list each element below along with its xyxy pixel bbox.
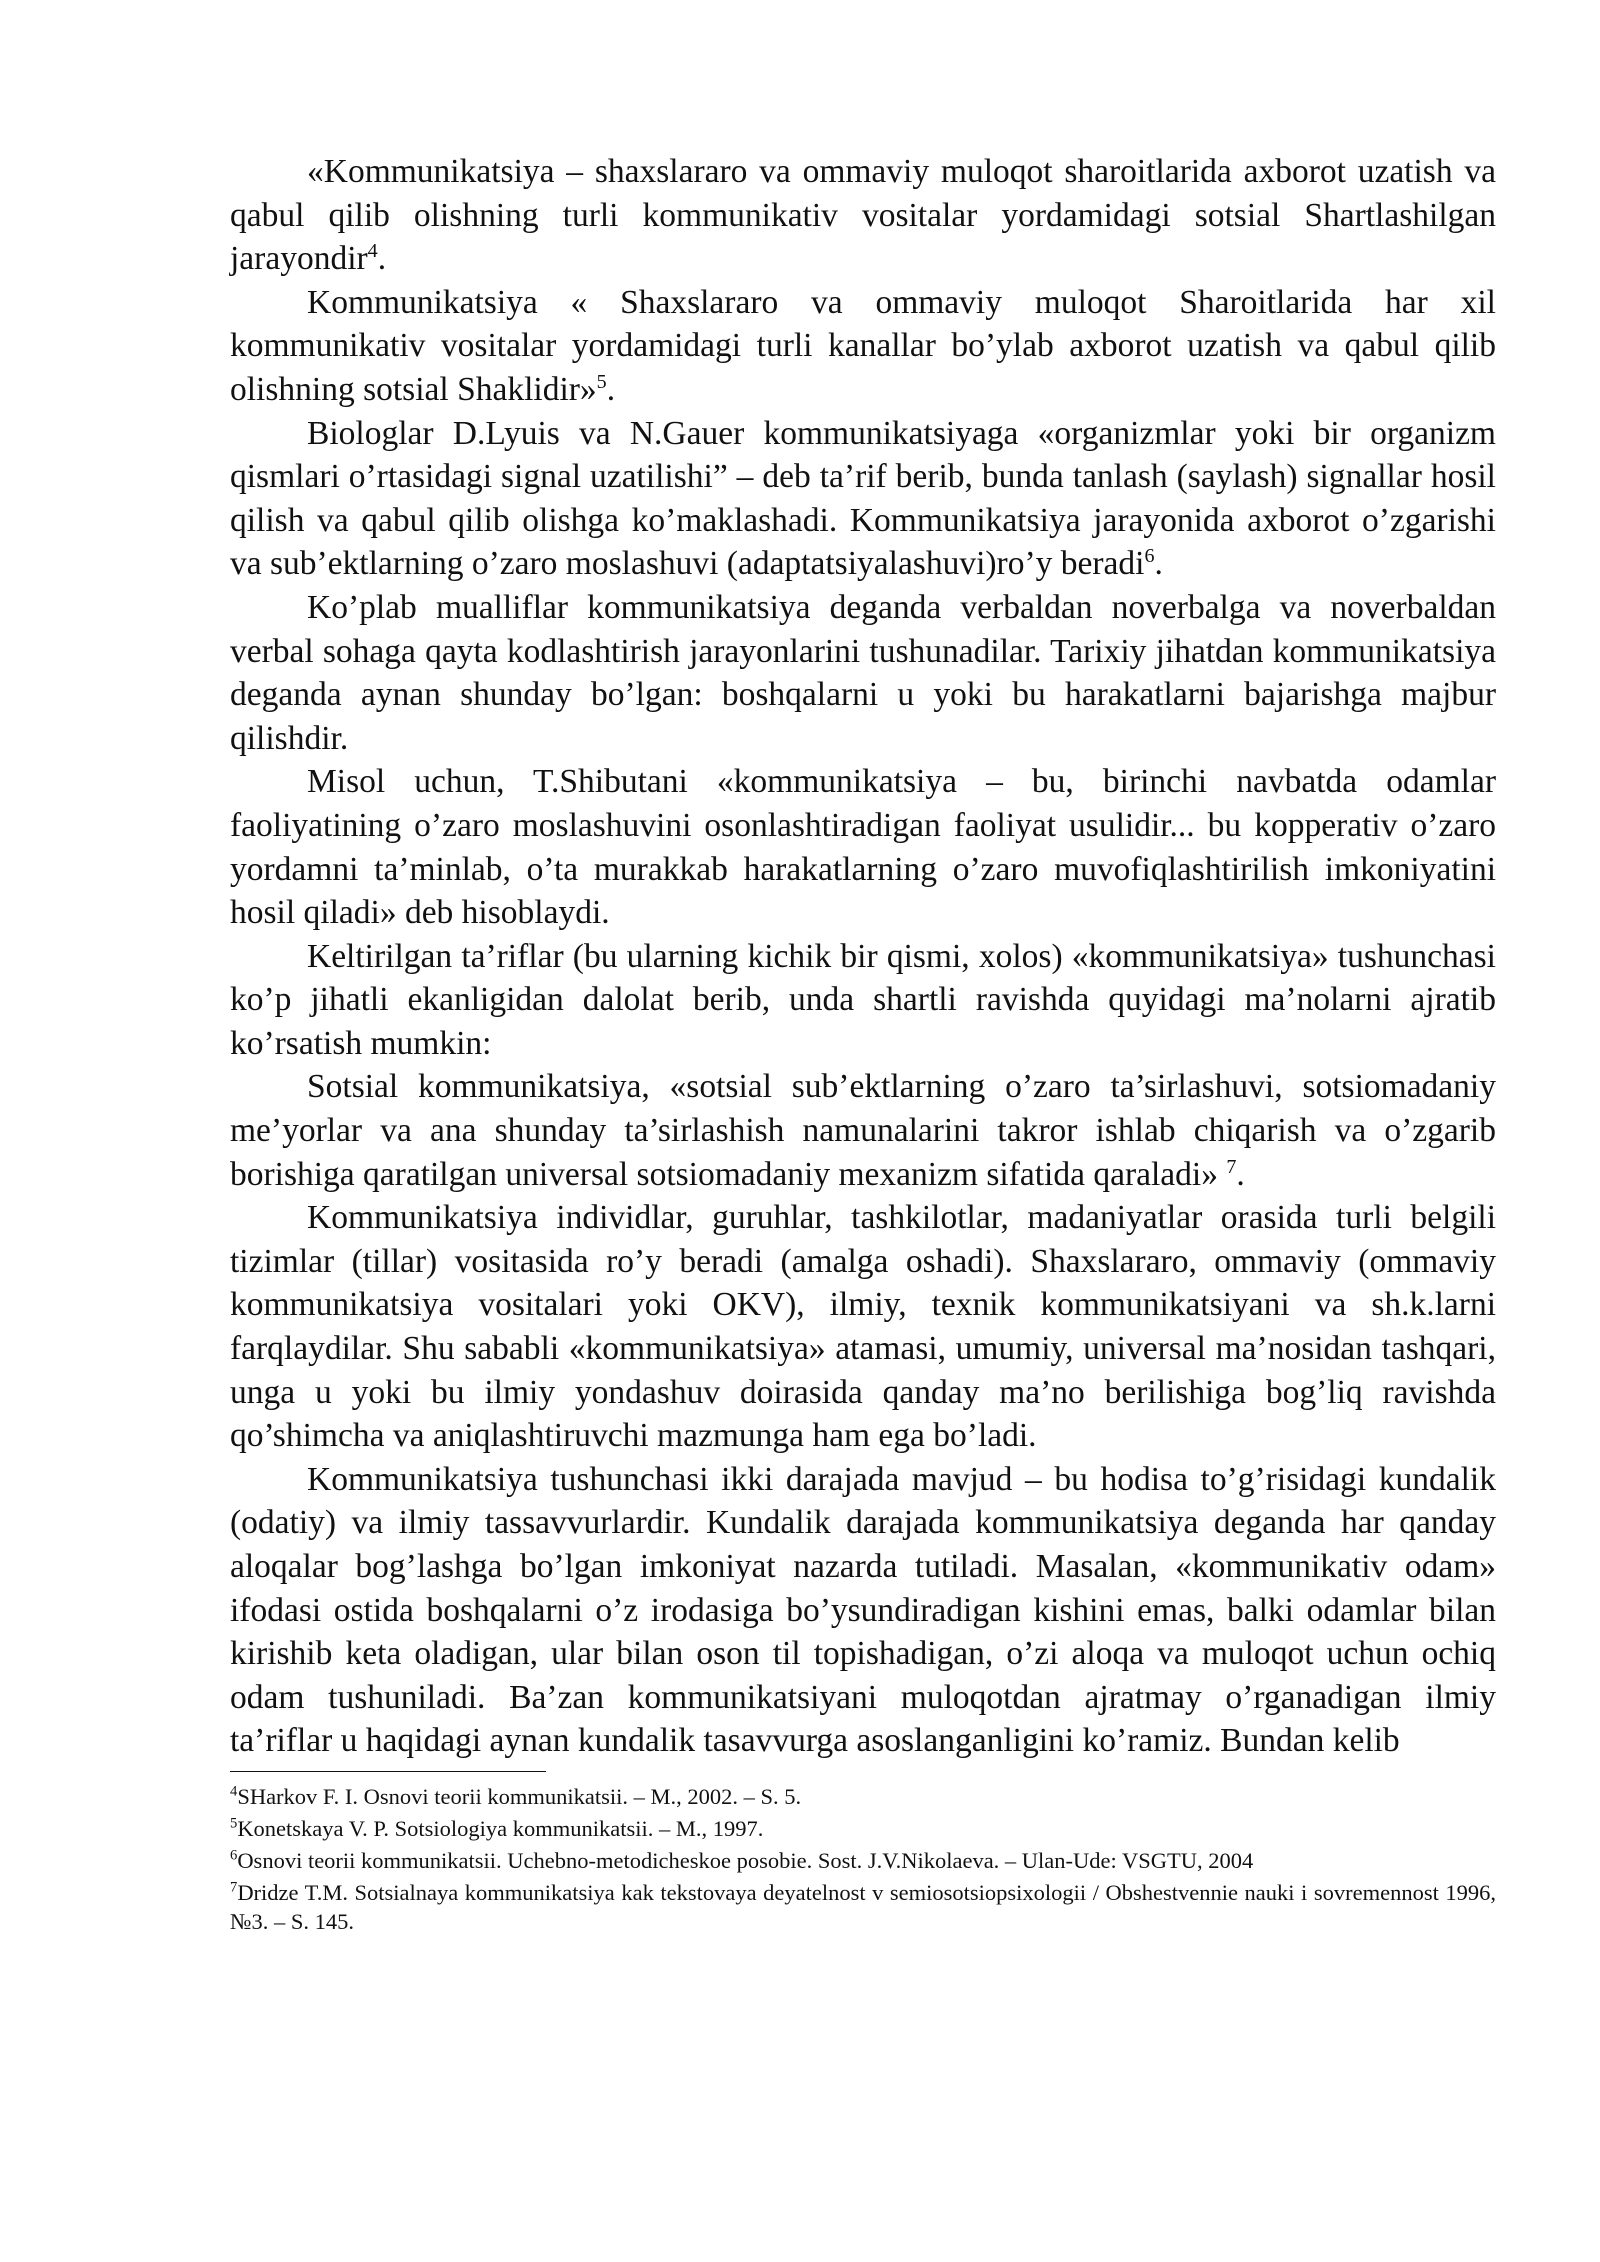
document-page bbox=[230, 150, 1496, 1939]
footnote-text: SHarkov F. I. Osnovi teorii kommunikatsii. – M., 2002. – S. 5. bbox=[237, 1783, 802, 1809]
footnote-divider bbox=[230, 1771, 546, 1772]
footnote-ref-7: 7 bbox=[1226, 1155, 1237, 1178]
footnote-number: 4 bbox=[230, 1783, 238, 1800]
footnote-number: 6 bbox=[230, 1847, 238, 1864]
footnote-text: Konetskaya V. P. Sotsiologiya kommunikatsii. – M., 1997. bbox=[237, 1815, 764, 1841]
footnote-4 bbox=[230, 1782, 1496, 1811]
body-text bbox=[230, 150, 1496, 1763]
footnote-number: 5 bbox=[230, 1815, 238, 1832]
footnote-ref-6: 6 bbox=[1144, 545, 1155, 568]
paragraph-7: Sotsial kommunikatsiya, «sotsial sub’ektlarning o’zaro ta’sirlashuvi, sotsiomadaniy me’yorlar va ana shunday ta’sirlashish namunalarini takror ishlab chiqarish va o’zgarib borishiga qaratilgan universal sotsiomadaniy mexanizm sifatida qaraladi» $^7$. bbox=[230, 1068, 1496, 1193]
paragraph-6: Keltirilgan ta’riflar (bu ularning kichik bir qismi, xolos) «kommunikatsiya» tushunchasi ko’p jihatli ekanligidan dalolat berib, unda shartli ravishda quyidagi ma’nolarni ajratib ko’rsatish mumkin: bbox=[230, 937, 1496, 1062]
paragraph-8: Kommunikatsiya individlar, guruhlar, tashkilotlar, madaniyatlar orasida turli belgili tizimlar (tillar) vositasida ro’y beradi (amalga oshadi). Shaxslararo, ommaviy (ommaviy kommunikatsiya vositalari yoki OKV), ilmiy, texnik kommunikatsiyani va sh.k.larni farqlaydilar. Shu sababli «kommunikatsiya» atamasi, umumiy, universal ma’nosidan tashqari, unga u yoki bu ilmiy yondashuv doirasida qanday ma’no berilishiga bog’liq ravishda qo’shimcha va aniqlashtiruvchi mazmunga ham ega bo’ladi. bbox=[230, 1199, 1496, 1455]
footnote-7 bbox=[230, 1878, 1496, 1936]
footnote-ref-5: 5 bbox=[596, 370, 607, 393]
footnote-5 bbox=[230, 1814, 1496, 1843]
footnote-number: 7 bbox=[230, 1879, 238, 1896]
footnotes bbox=[230, 1782, 1496, 1936]
footnote-text: Dridze T.M. Sotsialnaya kommunikatsiya kak tekstovaya deyatelnost v semiosotsiopsixologii / Obshestvennie nauki i sovremennost 1996, №3. – S. 145. bbox=[230, 1879, 1496, 1934]
paragraph-3: Biologlar D.Lyuis va N.Gauer kommunikatsiyaga «organizmlar yoki bir organizm qismlari o’rtasidagi signal uzatilishi” – deb ta’rif berib, bunda tanlash (saylash) signallar hosil qilish va qabul qilib olishga ko’maklashadi. Kommunikatsiya jarayonida axborot o’zgarishi va sub’ektlarning o’zaro moslashuvi (adaptatsiyalashuvi)ro’y beradi$^6$. bbox=[230, 414, 1496, 583]
footnote-ref-4: 4 bbox=[367, 240, 378, 263]
footnote-text: Osnovi teorii kommunikatsii. Uchebno-metodicheskoe posobie. Sost. J.V.Nikolaeva. – Ulan-Ude: VSGTU, 2004 bbox=[237, 1847, 1254, 1873]
paragraph-1: «Kommunikatsiya – shaxslararo va ommaviy muloqot sharoitlarida axborot uzatish va qabul qilib olishning turli kommunikativ vositalar yordamidagi sotsial Shartlashilgan jarayondir$^4$. bbox=[230, 153, 1496, 278]
footnote-6 bbox=[230, 1846, 1496, 1875]
paragraph-4: Ko’plab mualliflar kommunikatsiya deganda verbaldan noverbalga va noverbaldan verbal sohaga qayta kodlashtirish jarayonlarini tushunadilar. Tarixiy jihatdan kommunikatsiya deganda aynan shunday bo’lgan: boshqalarni u yoki bu harakatlarni bajarishga majbur qilishdir. bbox=[230, 588, 1496, 757]
paragraph-5: Misol uchun, T.Shibutani «kommunikatsiya – bu, birinchi navbatda odamlar faoliyatining o’zaro moslashuvini osonlashtiradigan faoliyat usulidir... bu kopperativ o’zaro yordamni ta’minlab, o’ta murakkab harakatlarning o’zaro muvofiqlashtirilish imkoniyatini hosil qiladi» deb hisoblaydi. bbox=[230, 763, 1496, 932]
paragraph-2: Kommunikatsiya « Shaxslararo va ommaviy muloqot Sharoitlarida har xil kommunikativ vositalar yordamidagi turli kanallar bo’ylab axborot uzatish va qabul qilib olishning sotsial Shaklidir»$^5$. bbox=[230, 283, 1496, 408]
paragraph-9: Kommunikatsiya tushunchasi ikki darajada mavjud – bu hodisa to’g’risidagi kundalik (odatiy) va ilmiy tassavvurlardir. Kundalik darajada kommunikatsiya deganda har qanday aloqalar bog’lashga bo’lgan imkoniyat nazarda tutiladi. Masalan, «kommunikativ odam» ifodasi ostida boshqalarni o’z irodasiga bo’ysundiradigan kishini emas, balki odamlar bilan kirishib keta oladigan, ular bilan oson til topishadigan, o’zi aloqa va muloqot uchun ochiq odam tushuniladi. Ba’zan kommunikatsiyani muloqotdan ajratmay o’rganadigan ilmiy ta’riflar u haqidagi aynan kundalik tasavvurga asoslanganligini ko’ramiz. Bundan kelib bbox=[230, 1460, 1496, 1760]
